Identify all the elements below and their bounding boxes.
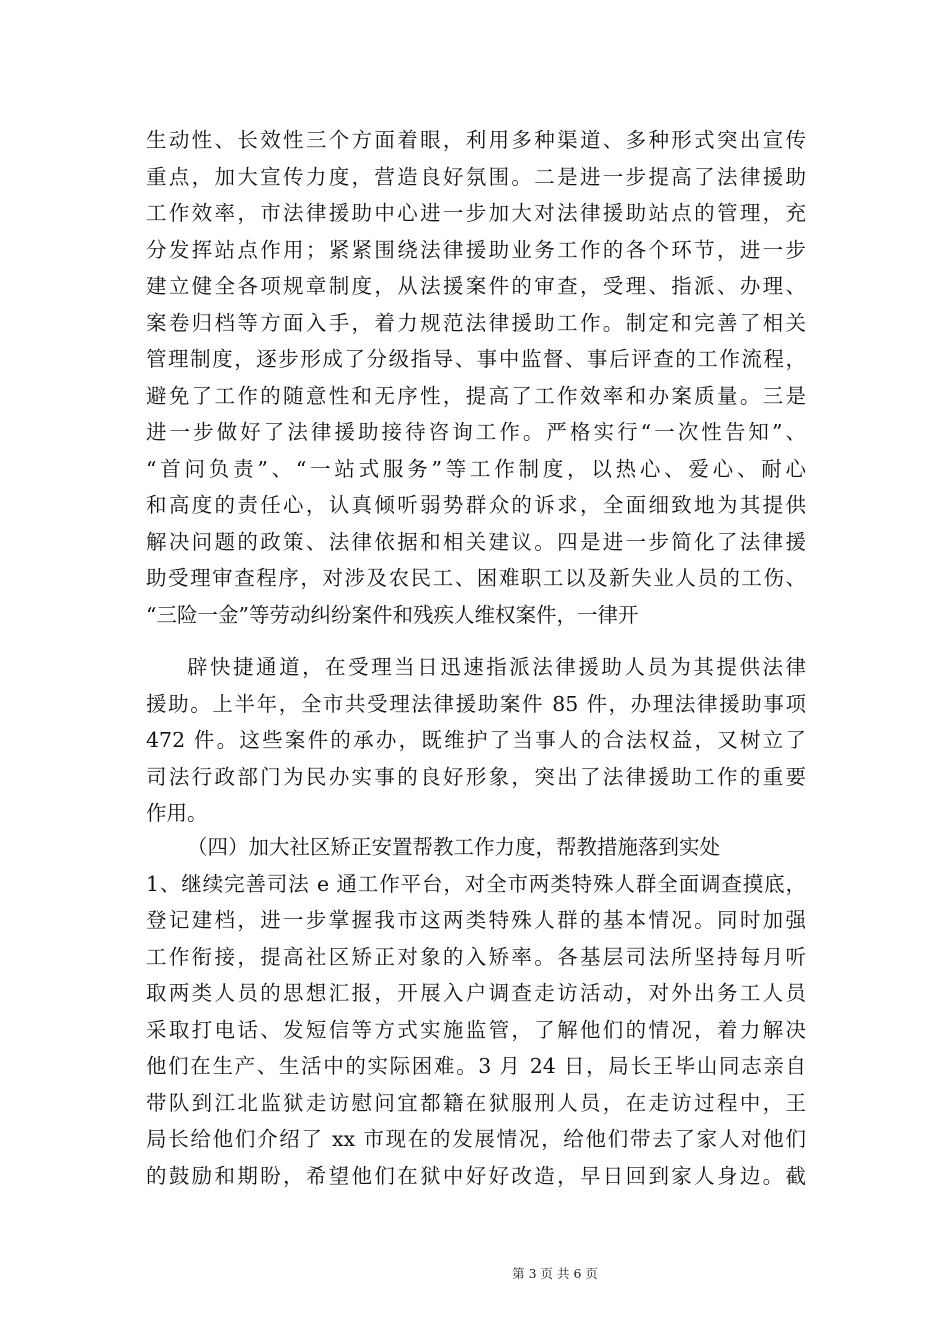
text-line: 采取打电话、发短信等方式实施监管，了解他们的情况，着力解决 xyxy=(146,1017,806,1042)
section-heading: （四）加大社区矫正安置帮教工作力度，帮教措施落到实处 xyxy=(187,835,720,859)
text-line: 分发挥站点作用；紧紧围绕法律援助业务工作的各个环节，进一步 xyxy=(146,237,806,262)
text-line: 472 件。这些案件的承办，既维护了当事人的合法权益，又树立了 xyxy=(146,728,806,752)
text-line: 生动性、长效性三个方面着眼，利用多种渠道、多种形式突出宣传 xyxy=(146,128,806,152)
text-line: 局长给他们介绍了 xx 市现在的发展情况，给他们带去了家人对他们 xyxy=(146,1127,806,1151)
text-line: 进一步做好了法律援助接待咨询工作。严格实行“一次性告知”、 xyxy=(146,420,806,444)
text-line: 带队到江北监狱走访慰问宜都籍在狱服刑人员，在走访过程中，王 xyxy=(146,1090,806,1115)
text-line: 和高度的责任心，认真倾听弱势群众的诉求，全面细致地为其提供 xyxy=(146,493,806,517)
text-line: 管理制度，逐步形成了分级指导、事中监督、事后评查的工作流程， xyxy=(146,347,806,371)
text-line: “首问负责”、“一站式服务”等工作制度，以热心、爱心、耐心 xyxy=(146,456,806,481)
text-line: 重点，加大宣传力度，营造良好氛围。二是进一步提高了法律援助 xyxy=(146,164,806,189)
text-line: 辟快捷通道，在受理当日迅速指派法律援助人员为其提供法律 xyxy=(187,655,806,679)
paragraph-legal-aid-results xyxy=(146,649,806,832)
text-line: 他们在生产、生活中的实际困难。3 月 24 日，局长王毕山同志亲自 xyxy=(146,1054,806,1078)
page-number-footer: 第 3 页 共 6 页 xyxy=(512,1266,598,1281)
text-line: 的鼓励和期盼，希望他们在狱中好好改造，早日回到家人身边。截 xyxy=(146,1163,806,1188)
text-line: 工作衔接，提高社区矫正对象的入矫率。各基层司法所坚持每月听 xyxy=(146,944,806,969)
paragraph-community-correction xyxy=(146,829,806,1194)
text-line: 案卷归档等方面入手，着力规范法律援助工作。制定和完善了相关 xyxy=(146,310,806,335)
text-line: 解决问题的政策、法律依据和相关建议。四是进一步简化了法律援 xyxy=(146,529,806,554)
text-line: 避免了工作的随意性和无序性，提高了工作效率和办案质量。三是 xyxy=(146,383,806,408)
text-line: 建立健全各项规章制度，从法援案件的审查，受理、指派、办理、 xyxy=(146,274,806,298)
text-line: 取两类人员的思想汇报，开展入户调查走访活动，对外出务工人员 xyxy=(146,981,806,1005)
text-line: 援助。上半年，全市共受理法律援助案件 85 件，办理法律援助事项 xyxy=(146,691,806,716)
text-line: 1、继续完善司法 e 通工作平台，对全市两类特殊人群全面调查摸底， xyxy=(146,871,806,896)
text-line: 登记建档，进一步掌握我市这两类特殊人群的基本情况。同时加强 xyxy=(146,908,806,932)
paragraph-legal-aid-publicity xyxy=(146,122,806,633)
text-line: 工作效率，市法律援助中心进一步加大对法律援助站点的管理，充 xyxy=(146,201,806,225)
text-line: 助受理审查程序，对涉及农民工、困难职工以及新失业人员的工伤、 xyxy=(146,566,806,590)
text-line: 司法行政部门为民办实事的良好形象，突出了法律援助工作的重要 xyxy=(146,764,806,789)
text-line: 作用。 xyxy=(146,801,208,825)
text-line: “三险一金”等劳动纠纷案件和残疾人维权案件，一律开 xyxy=(146,602,639,627)
